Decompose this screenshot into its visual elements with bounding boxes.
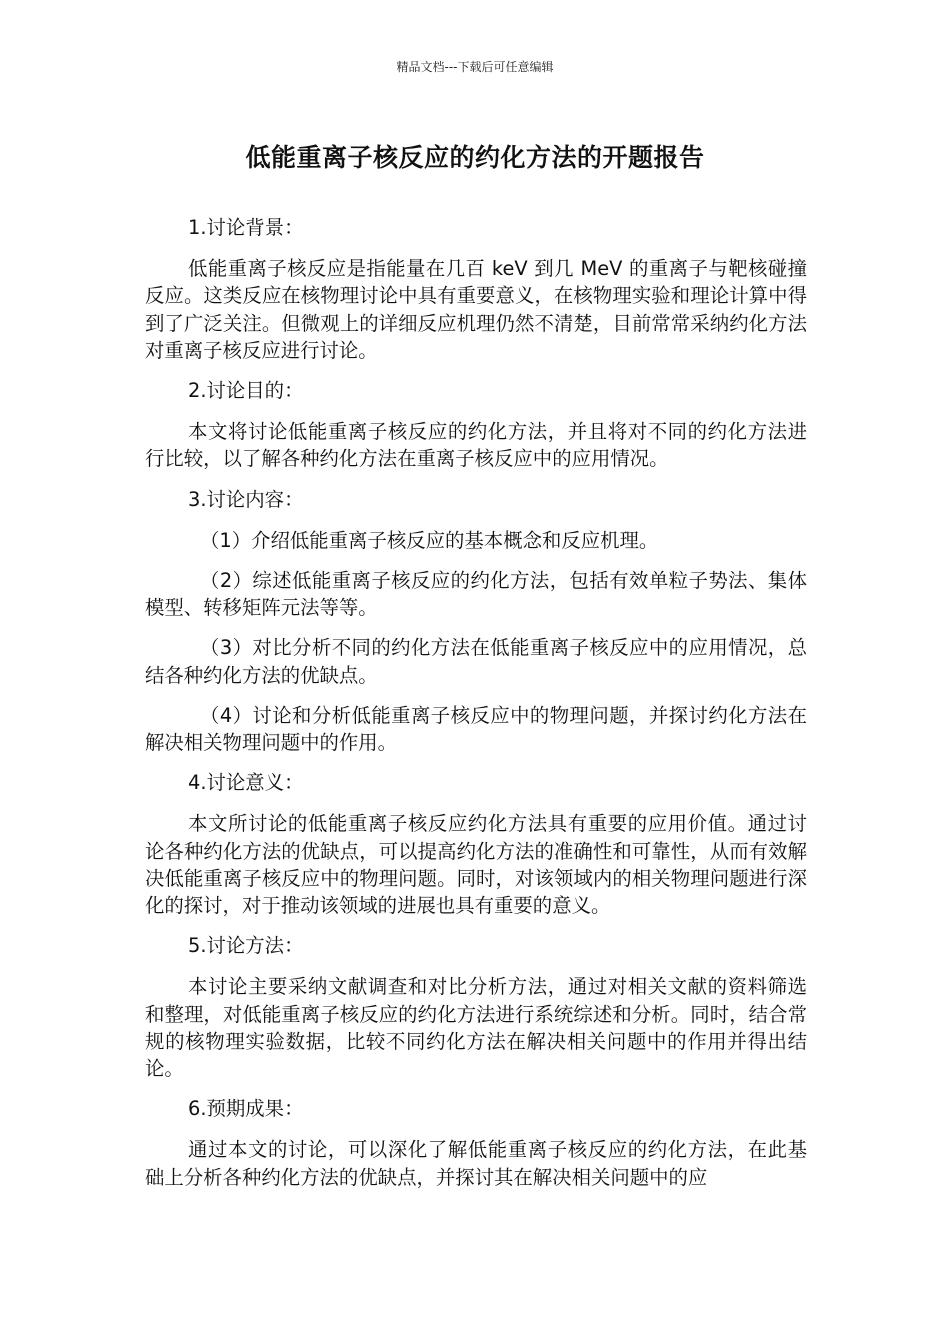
paragraph-significance: 本文所讨论的低能重离子核反应约化方法具有重要的应用价值。通过讨论各种约化方法的优缺点，可以提高约化方法的准确性和可靠性，从而有效解决低能重离子核反应中的物理问题。同时，对该领域内的相关物理问题进行深化的探讨，对于推动该领域的进展也具有重要的意义。 [145,812,807,918]
section-heading-content: 3.讨论内容： [188,487,304,511]
paragraph-purpose: 本文将讨论低能重离子核反应的约化方法，并且将对不同的约化方法进行比较，以了解各种约化方法在重离子核反应中的应用情况。 [145,420,807,471]
paragraph-method: 本讨论主要采纳文献调查和对比分析方法，通过对相关文献的资料筛选和整理，对低能重离子核反应的约化方法进行系统综述和分析。同时，结合常规的核物理实验数据，比较不同约化方法在解决相关问题中的作用并得出结论。 [145,975,807,1081]
header-note: 精品文档---下载后可任意编辑 [396,60,554,74]
section-heading-purpose: 2.讨论目的： [188,379,304,403]
section-heading-background: 1.讨论背景： [188,216,304,239]
document-body [145,214,807,1204]
section-heading-expected-results: 6.预期成果： [188,1097,304,1121]
content-item-4: （4）讨论和分析低能重离子核反应中的物理问题，并探讨约化方法在解决相关物理问题中的作用。 [145,703,807,755]
section-heading-method: 5.讨论方法： [188,934,304,958]
paragraph-background: 低能重离子核反应是指能量在几百 keV 到几 MeV 的重离子与靶核碰撞反应。这类反应在核物理讨论中具有重要意义，在核物理实验和理论计算中得到了广泛关注。但微观上的详细反应机理仍然不清楚，目前常常采纳约化方法对重离子核反应进行讨论。 [145,257,807,362]
document-title: 低能重离子核反应的约化方法的开题报告 [245,143,705,172]
paragraph-expected-results: 通过本文的讨论，可以深化了解低能重离子核反应的约化方法，在此基础上分析各种约化方法的优缺点，并探讨其在解决相关问题中的应 [145,1138,807,1189]
section-heading-significance: 4.讨论意义： [188,771,304,795]
content-item-2: （2）综述低能重离子核反应的约化方法，包括有效单粒子势法、集体模型、转移矩阵元法等等。 [145,569,807,620]
content-item-3: （3）对比分析不同的约化方法在低能重离子核反应中的应用情况，总结各种约化方法的优缺点。 [145,636,807,687]
content-item-1: （1）介绍低能重离子核反应的基本概念和反应机理。 [200,528,659,552]
